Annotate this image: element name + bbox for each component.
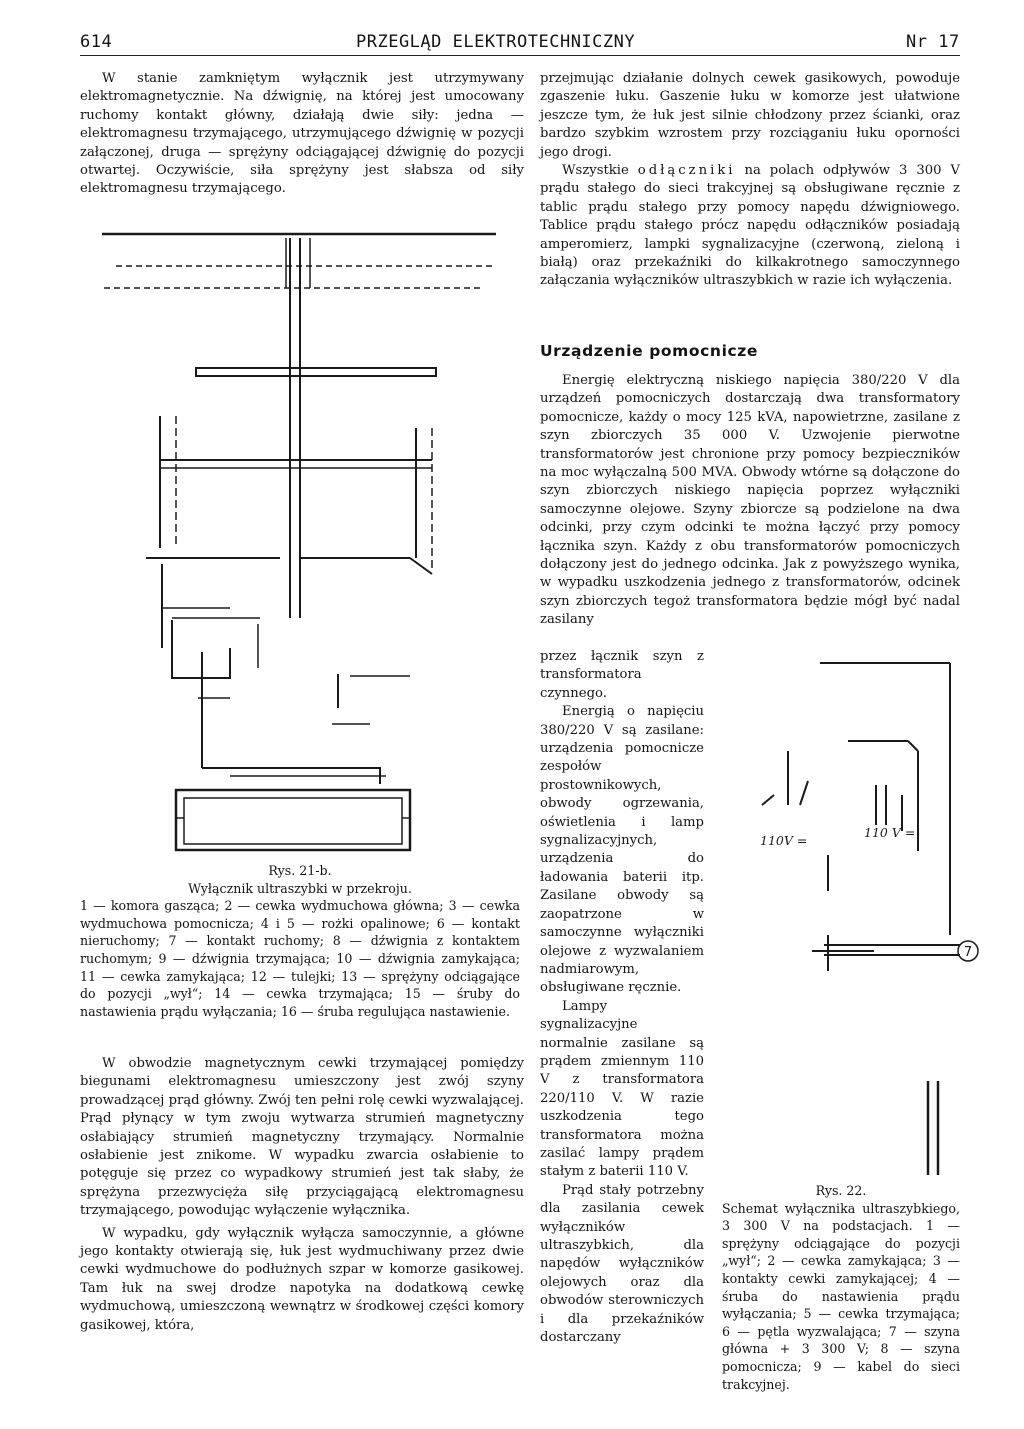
right-para-3: Energię elektryczną niskiego napięcia 380/220 V dla urządzeń pomocniczych dostarczają dwa transformatory pomocnicze, każdy o mocy 125 kVA, napowietrzne, zasilane z szyn zbiorczych 35 000 V. Uzwojenie pierwotne transformatorów jest chronione przy pomocy bezpieczników na moc wyłączalną 500 MVA. Obwody wtórne są dołączone do szyn zbiorczych niskiego napięcia poprzez wyłączniki samoczynne olejowe. Szyny zbiorcze są podzielone na dwa odcinki, przy czym odcinki te można łączyć przy pomocy łącznika szyn. Każdy z obu transformatorów pomocniczych dołączony jest do jednego odcinka. Jak z powyższego wynika, w wypadku uszkodzenia jednego z transformatorów, odcinek szyn zbiorczych tegoż transformatora będzie mógł być nadal zasilany bbox=[540, 373, 960, 628]
right-narrow-para-2: Energią o napięciu 380/220 V są zasilane: urządzenia pomocnicze zespołów prostownikowych, obwody ogrzewania, oświetlenia i lamp sygnalizacyjnych, urządzenia do ładowania baterii itp. Zasilane obwody są zaopatrzone w samoczynne wyłączniki olejowe z wyzwalaniem nadmiarowym, obsługiwane ręcznie. bbox=[540, 704, 704, 996]
section-title: Urządzenie pomocnicze bbox=[540, 342, 758, 360]
left-para-1: W stanie zamkniętym wyłącznik jest utrzymywany elektromagnetycznie. Na dźwignię, na której jest umocowany ruchomy kontakt główny, działają dwie siły: jedna — elektromagnesu trzymającego, utrzymującego dźwignię w pozycji załączonej, druga — sprężyny odciągającej dźwignię do pozycji otwartej. Oczywiście, siła sprężyny jest słabsza od siły elektromagnesu trzymającego. bbox=[80, 71, 524, 197]
fig22-label-7: 7 bbox=[963, 945, 973, 960]
header-rule bbox=[80, 55, 960, 56]
right-para-2-rest: na polach odpływów 3 300 V prądu stałego do sieci trakcyjnej są obsługiwane ręcznie z tablic prądu stałego przy pomocy napędu dźwigniowego. Tablice prądu stałego prócz napędu odłączników posiadają amperomierz, lampki sygnalizacyjne (czerwoną, zieloną i białą) oraz przekaźniki do kilkakrotnego samoczynnego załączania wyłączników ultraszybkich w razie ich wyłączenia. bbox=[540, 163, 960, 289]
issue-number: Nr 17 bbox=[906, 32, 960, 52]
right-section-block bbox=[540, 372, 960, 630]
right-narrow-para-3: Lampy sygnalizacyjne normalnie zasilane są prądem zmiennym 110 V z transformatora 220/110 V. W razie uszkodzenia tego transformatora można zasilać lampy prądem stałym z baterii 110 V. bbox=[540, 998, 704, 1180]
right-top-block bbox=[540, 70, 960, 291]
page-number: 614 bbox=[80, 32, 113, 52]
right-narrow-text: przez łącznik szyn z transformatora czynnego. bbox=[540, 649, 704, 701]
figure-22-legend: Schemat wyłącznika ultraszybkiego, 3 300 V na podstacjach. 1 — sprężyny odciągające do pozycji „wył“; 2 — cewka zamykająca; 3 — kontakty cewki zamykającej; 4 — śruba do nastawienia prądu wyłączania; 5 — cewka trzymająca; 6 — pętla wyzwalająca; 7 — szyna główna + 3 300 V; 8 — szyna pomocnicza; 9 — kabel do sieci trakcyjnej. bbox=[722, 1200, 960, 1392]
right-para-2 bbox=[540, 162, 960, 291]
figure-21b-drawing bbox=[80, 228, 524, 858]
right-narrow-para-4: Prąd stały potrzebny dla zasilania cewek wyłączników ultraszybkich, dla napędów wyłączników olejowych oraz dla obwodów sterowniczych i dla przekaźników dostarczany bbox=[540, 1182, 704, 1346]
figure-21b-caption bbox=[80, 862, 520, 1020]
left-lower-block bbox=[80, 1055, 524, 1335]
left-para-2: W obwodzie magnetycznym cewki trzymającej pomiędzy biegunami elektromagnesu umieszczony jest zwój szyny prowadzącej prąd główny. Zwój ten pełni rolę cewki wyzwalającej. Prąd płynący w tym zwoju wytwarza strumień magnetyczny osłabiający strumień magnetyczny trzymający. Normalnie osłabienie jest znikome. W wypadku zwarcia osłabienie to potęguje się przez co wypadkowy strumień jest tak słaby, że sprężyna przezwycięża siłę przyciągającą elektromagnesu trzymającego, powodując wyłączenie wyłącznika. bbox=[80, 1056, 524, 1219]
left-para-1-block bbox=[80, 70, 524, 199]
figure-22-caption bbox=[722, 1182, 960, 1393]
fig22-label-110v-left: 110V = bbox=[760, 833, 808, 848]
figure-21b-title: Rys. 21-b. bbox=[268, 863, 332, 878]
right-narrow-block bbox=[540, 648, 704, 1347]
journal-title: PRZEGLĄD ELEKTROTECHNICZNY bbox=[356, 32, 636, 52]
left-para-3: W wypadku, gdy wyłącznik wyłącza samoczynnie, a główne jego kontakty otwierają się, łuk jest wydmuchiwany przez dwie cewki wydmuchowe do podłużnych szpar w komorze gasikowej. Tam łuk na swej drodze napotyka na dodatkową cewkę wydmuchową, umieszczoną wewnątrz w środkowej części komory gasikowej, która, bbox=[80, 1225, 524, 1333]
figure-22-drawing bbox=[724, 655, 973, 1175]
figure-22-title: Rys. 22. bbox=[815, 1183, 867, 1198]
right-para-2-spaced: odłączniki bbox=[637, 163, 736, 179]
right-para-1: przejmując działanie dolnych cewek gasikowych, powoduje zgaszenie łuku. Gaszenie łuku w komorze jest ułatwione jeszcze tym, że łuk jest silnie chłodzony przez ścianki, oraz bardzo szybkim wzrostem przy rozciąganiu łuku oporności jego drogi. bbox=[540, 71, 960, 160]
figure-21b-subtitle: Wyłącznik ultraszybki w przekroju. bbox=[188, 880, 412, 896]
right-para-2-lead: Wszystkie bbox=[562, 163, 629, 179]
figure-21b-legend: 1 — komora gasząca; 2 — cewka wydmuchowa główna; 3 — cewka wydmuchowa pomocnicza; 4 i 5 — rożki opalinowe; 6 — kontakt nieruchomy; 7 — kontakt ruchomy; 8 — dźwignia z kontaktem ruchomym; 9 — dźwignia trzymająca; 10 — dźwignia zamykająca; 11 — cewka zamykająca; 12 — tulejki; 13 — sprężyny odciągające do pozycji „wył“; 14 — cewka trzymająca; 15 — śruby do nastawienia prądu wyłączania; 16 — śruba regulująca nastawienie. bbox=[80, 898, 520, 1019]
fig22-label-110v-right: 110 V = bbox=[864, 825, 916, 840]
